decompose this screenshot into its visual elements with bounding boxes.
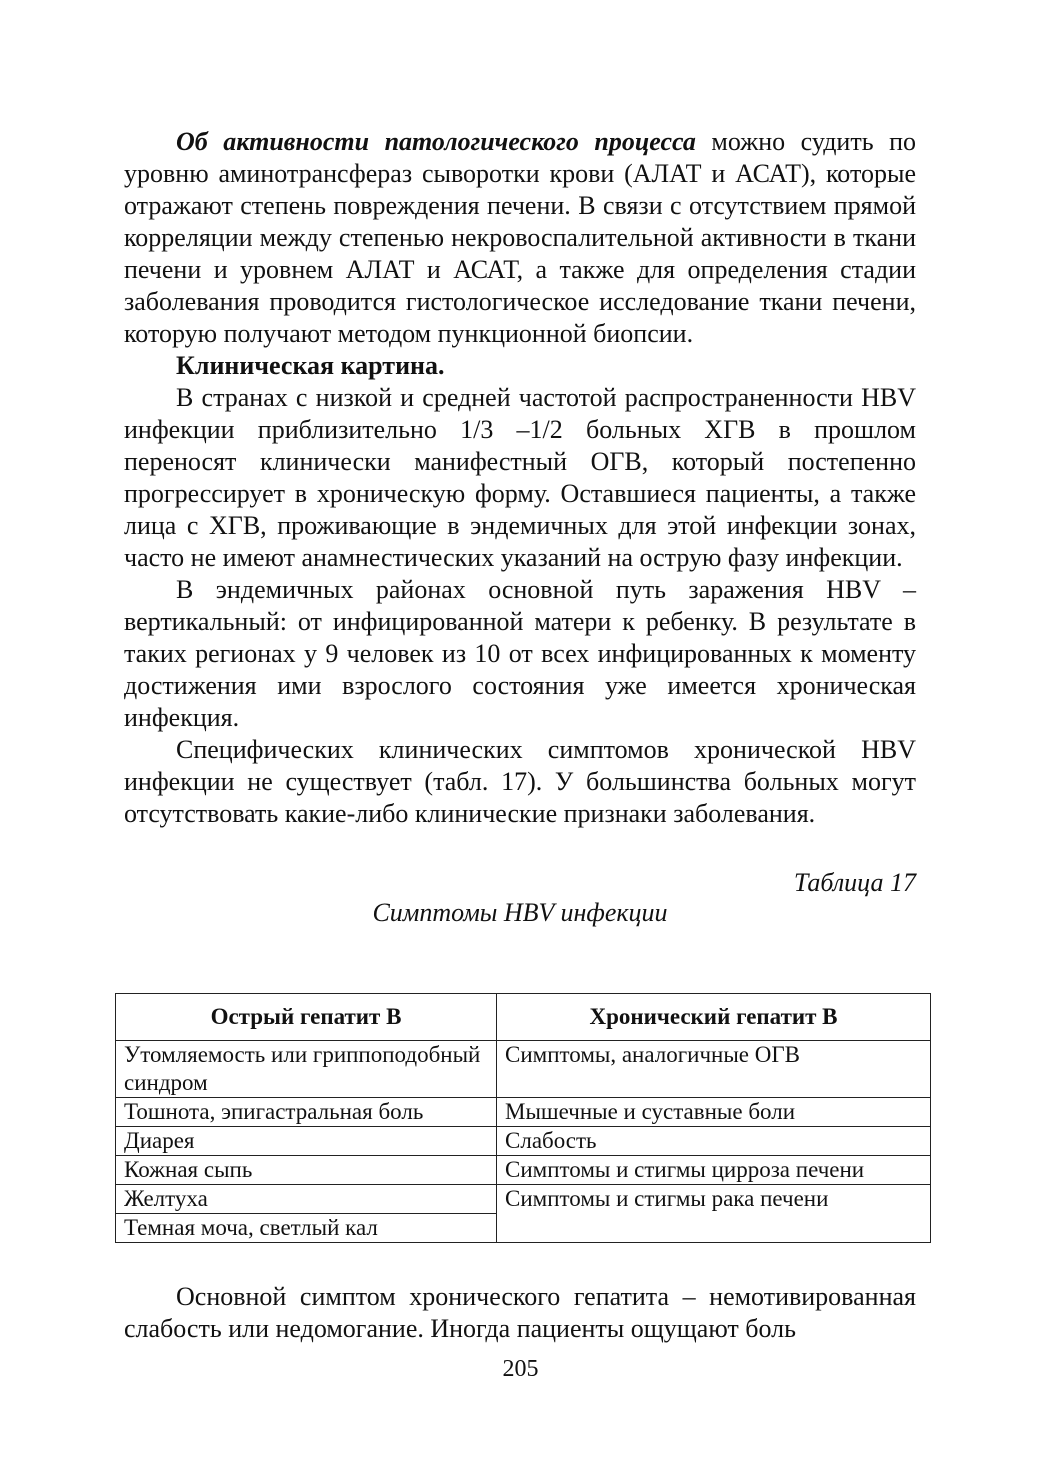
paragraph-symptoms: Специфических клинических симптомов хронической HBV инфекции не существует (табл. 17). У большинства больных могут отсутствовать какие-либо клинические признаки заболевания. [124, 735, 916, 828]
cell-chronic: Мышечные и суставные боли [497, 1098, 931, 1127]
cell-chronic: Симптомы и стигмы цирроза печени [497, 1156, 931, 1185]
page-number: 205 [502, 1356, 539, 1382]
paragraph-lead: Об активности патологического процесса [176, 127, 696, 156]
paragraph-text: можно судить по уровню аминотрансфераз сыворотки крови (АЛАТ и АСАТ), которые отражают степень повреждения печени. В связи с отсутствием прямой корреляции между степенью некровоспалительной активности в ткани печени и уровнем АЛАТ и АСАТ, а также для определения стадии заболевания проводится гистологическое исследование ткани печени, которую получают методом пункционной биопсии. [124, 127, 916, 348]
paragraph-endemic: В эндемичных районах основной путь заражения HBV – вертикальный: от инфицированной матери к ребенку. В результате в таких регионах у 9 человек из 10 от всех инфицированных к моменту достижения ими взрослого состояния уже имеется хроническая инфекция. [124, 575, 916, 732]
table-row [116, 1185, 931, 1214]
table-title: Симптомы HBV инфекции [372, 898, 668, 927]
table-row [116, 1127, 931, 1156]
paragraph-prevalence: В странах с низкой и средней частотой распространенности HBV инфекции приблизительно 1/3 –1/2 больных ХГВ в прошлом переносят клинически манифестный ОГВ, который постепенно прогрессирует в хроническую форму. Оставшиеся пациенты, а также лица с ХГВ, проживающие в эндемичных для этой инфекции зонах, часто не имеют анамнестических указаний на острую фазу инфекции. [124, 383, 916, 572]
cell-acute: Тошнота, эпигастральная боль [116, 1098, 497, 1127]
page-continuation [124, 1281, 916, 1345]
cell-acute: Темная моча, светлый кал [116, 1214, 497, 1243]
cell-chronic: Симптомы и стигмы рака печени [497, 1185, 931, 1243]
cell-chronic: Симптомы, аналогичные ОГВ [497, 1041, 931, 1098]
table-row [116, 1098, 931, 1127]
cell-acute: Желтуха [116, 1185, 497, 1214]
cell-acute: Утомляемость или гриппоподобный синдром [116, 1041, 497, 1098]
header-acute: Острый гепатит В [116, 994, 497, 1041]
cell-chronic: Слабость [497, 1127, 931, 1156]
header-chronic: Хронический гепатит В [497, 994, 931, 1041]
table-number: Таблица 17 [793, 868, 916, 897]
cell-acute: Диарея [116, 1127, 497, 1156]
symptoms-table [115, 993, 931, 1243]
paragraph-activity [124, 126, 916, 350]
table-row [116, 1041, 931, 1098]
section-heading: Клиническая картина. [176, 351, 445, 380]
paragraph-main-symptom: Основной симптом хронического гепатита – немотивированная слабость или недомогание. Иногда пациенты ощущают боль [124, 1282, 916, 1343]
page-body [124, 126, 916, 928]
table-row [116, 1156, 931, 1185]
cell-acute: Кожная сыпь [116, 1156, 497, 1185]
table-header-row [116, 994, 931, 1041]
